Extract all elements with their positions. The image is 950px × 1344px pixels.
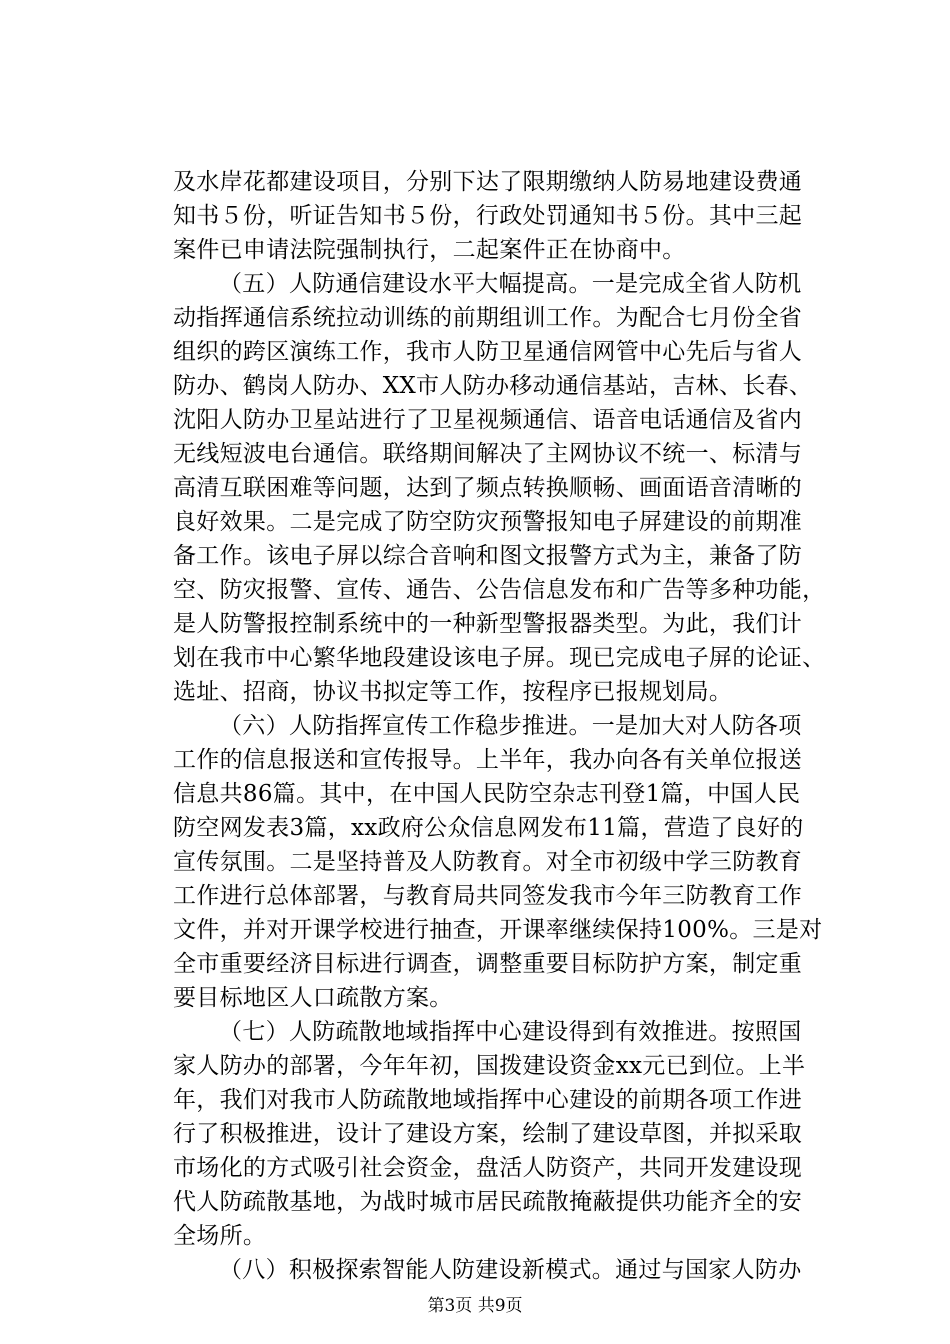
text-line: 宣传氛围。二是坚持普及人防教育。对全市初级中学三防教育: [173, 849, 803, 875]
text-line: 年，我们对我市人防疏散地域指挥中心建设的前期各项工作进: [173, 1087, 803, 1113]
text-line: 代人防疏散基地，为战时城市居民疏散掩蔽提供功能齐全的安: [173, 1189, 803, 1215]
text-line: 工作进行总体部署，与教育局共同签发我市今年三防教育工作: [173, 883, 803, 909]
text-line: 家人防办的部署，今年年初，国拨建设资金xx元已到位。上半: [173, 1053, 806, 1079]
text-line: 全场所。: [173, 1223, 267, 1249]
text-line: 及水岸花都建设项目，分别下达了限期缴纳人防易地建设费通: [173, 169, 803, 195]
text-line: 无线短波电台通信。联络期间解决了主网协议不统一、标清与: [173, 441, 803, 467]
text-line: 防空网发表3篇，xx政府公众信息网发布11篇，营造了良好的: [173, 815, 804, 841]
text-line: 案件已申请法院强制执行，二起案件正在协商中。: [173, 237, 686, 263]
text-line: 文件，并对开课学校进行抽查，开课率继续保持100%。三是对: [173, 917, 823, 943]
text-line: 信息共86篇。其中，在中国人民防空杂志刊登1篇，中国人民: [173, 781, 801, 807]
text-line: 组织的跨区演练工作，我市人防卫星通信网管中心先后与省人: [173, 339, 803, 365]
text-line: 市场化的方式吸引社会资金，盘活人防资产，共同开发建设现: [173, 1155, 803, 1181]
document-body: [173, 165, 826, 1287]
text-line: 知书５份，听证告知书５份，行政处罚通知书５份。其中三起: [173, 203, 803, 229]
text-line: （七）人防疏散地域指挥中心建设得到有效推进。按照国: [219, 1019, 802, 1045]
text-line: 空、防灾报警、宣传、通告、公告信息发布和广告等多种功能，: [173, 577, 826, 603]
text-line: 动指挥通信系统拉动训练的前期组训工作。为配合七月份全省: [173, 305, 803, 331]
text-line: 高清互联困难等问题，达到了频点转换顺畅、画面语音清晰的: [173, 475, 803, 501]
text-line: 是人防警报控制系统中的一种新型警报器类型。为此，我们计: [173, 611, 803, 637]
text-line: 防办、鹤岗人防办、XX市人防办移动通信基站，吉林、长春、: [173, 373, 813, 399]
text-line: 良好效果。二是完成了防空防灾预警报知电子屏建设的前期准: [173, 509, 803, 535]
text-line: 备工作。该电子屏以综合音响和图文报警方式为主，兼备了防: [173, 543, 803, 569]
text-line: 选址、招商，协议书拟定等工作，按程序已报规划局。: [173, 679, 733, 705]
text-line: 全市重要经济目标进行调查，调整重要目标防护方案，制定重: [173, 951, 803, 977]
text-line: 沈阳人防办卫星站进行了卫星视频通信、语音电话通信及省内: [173, 407, 803, 433]
text-line: 划在我市中心繁华地段建设该电子屏。现已完成电子屏的论证、: [173, 645, 826, 671]
text-line: （八）积极探索智能人防建设新模式。通过与国家人防办: [219, 1257, 802, 1283]
text-line: （五）人防通信建设水平大幅提高。一是完成全省人防机: [219, 271, 802, 297]
page-footer: 第3页 共9页: [427, 1296, 523, 1316]
text-line: 行了积极推进，设计了建设方案，绘制了建设草图，并拟采取: [173, 1121, 803, 1147]
text-line: 工作的信息报送和宣传报导。上半年，我办向各有关单位报送: [173, 747, 803, 773]
text-line: （六）人防指挥宣传工作稳步推进。一是加大对人防各项: [219, 713, 802, 739]
text-line: 要目标地区人口疏散方案。: [173, 985, 453, 1011]
